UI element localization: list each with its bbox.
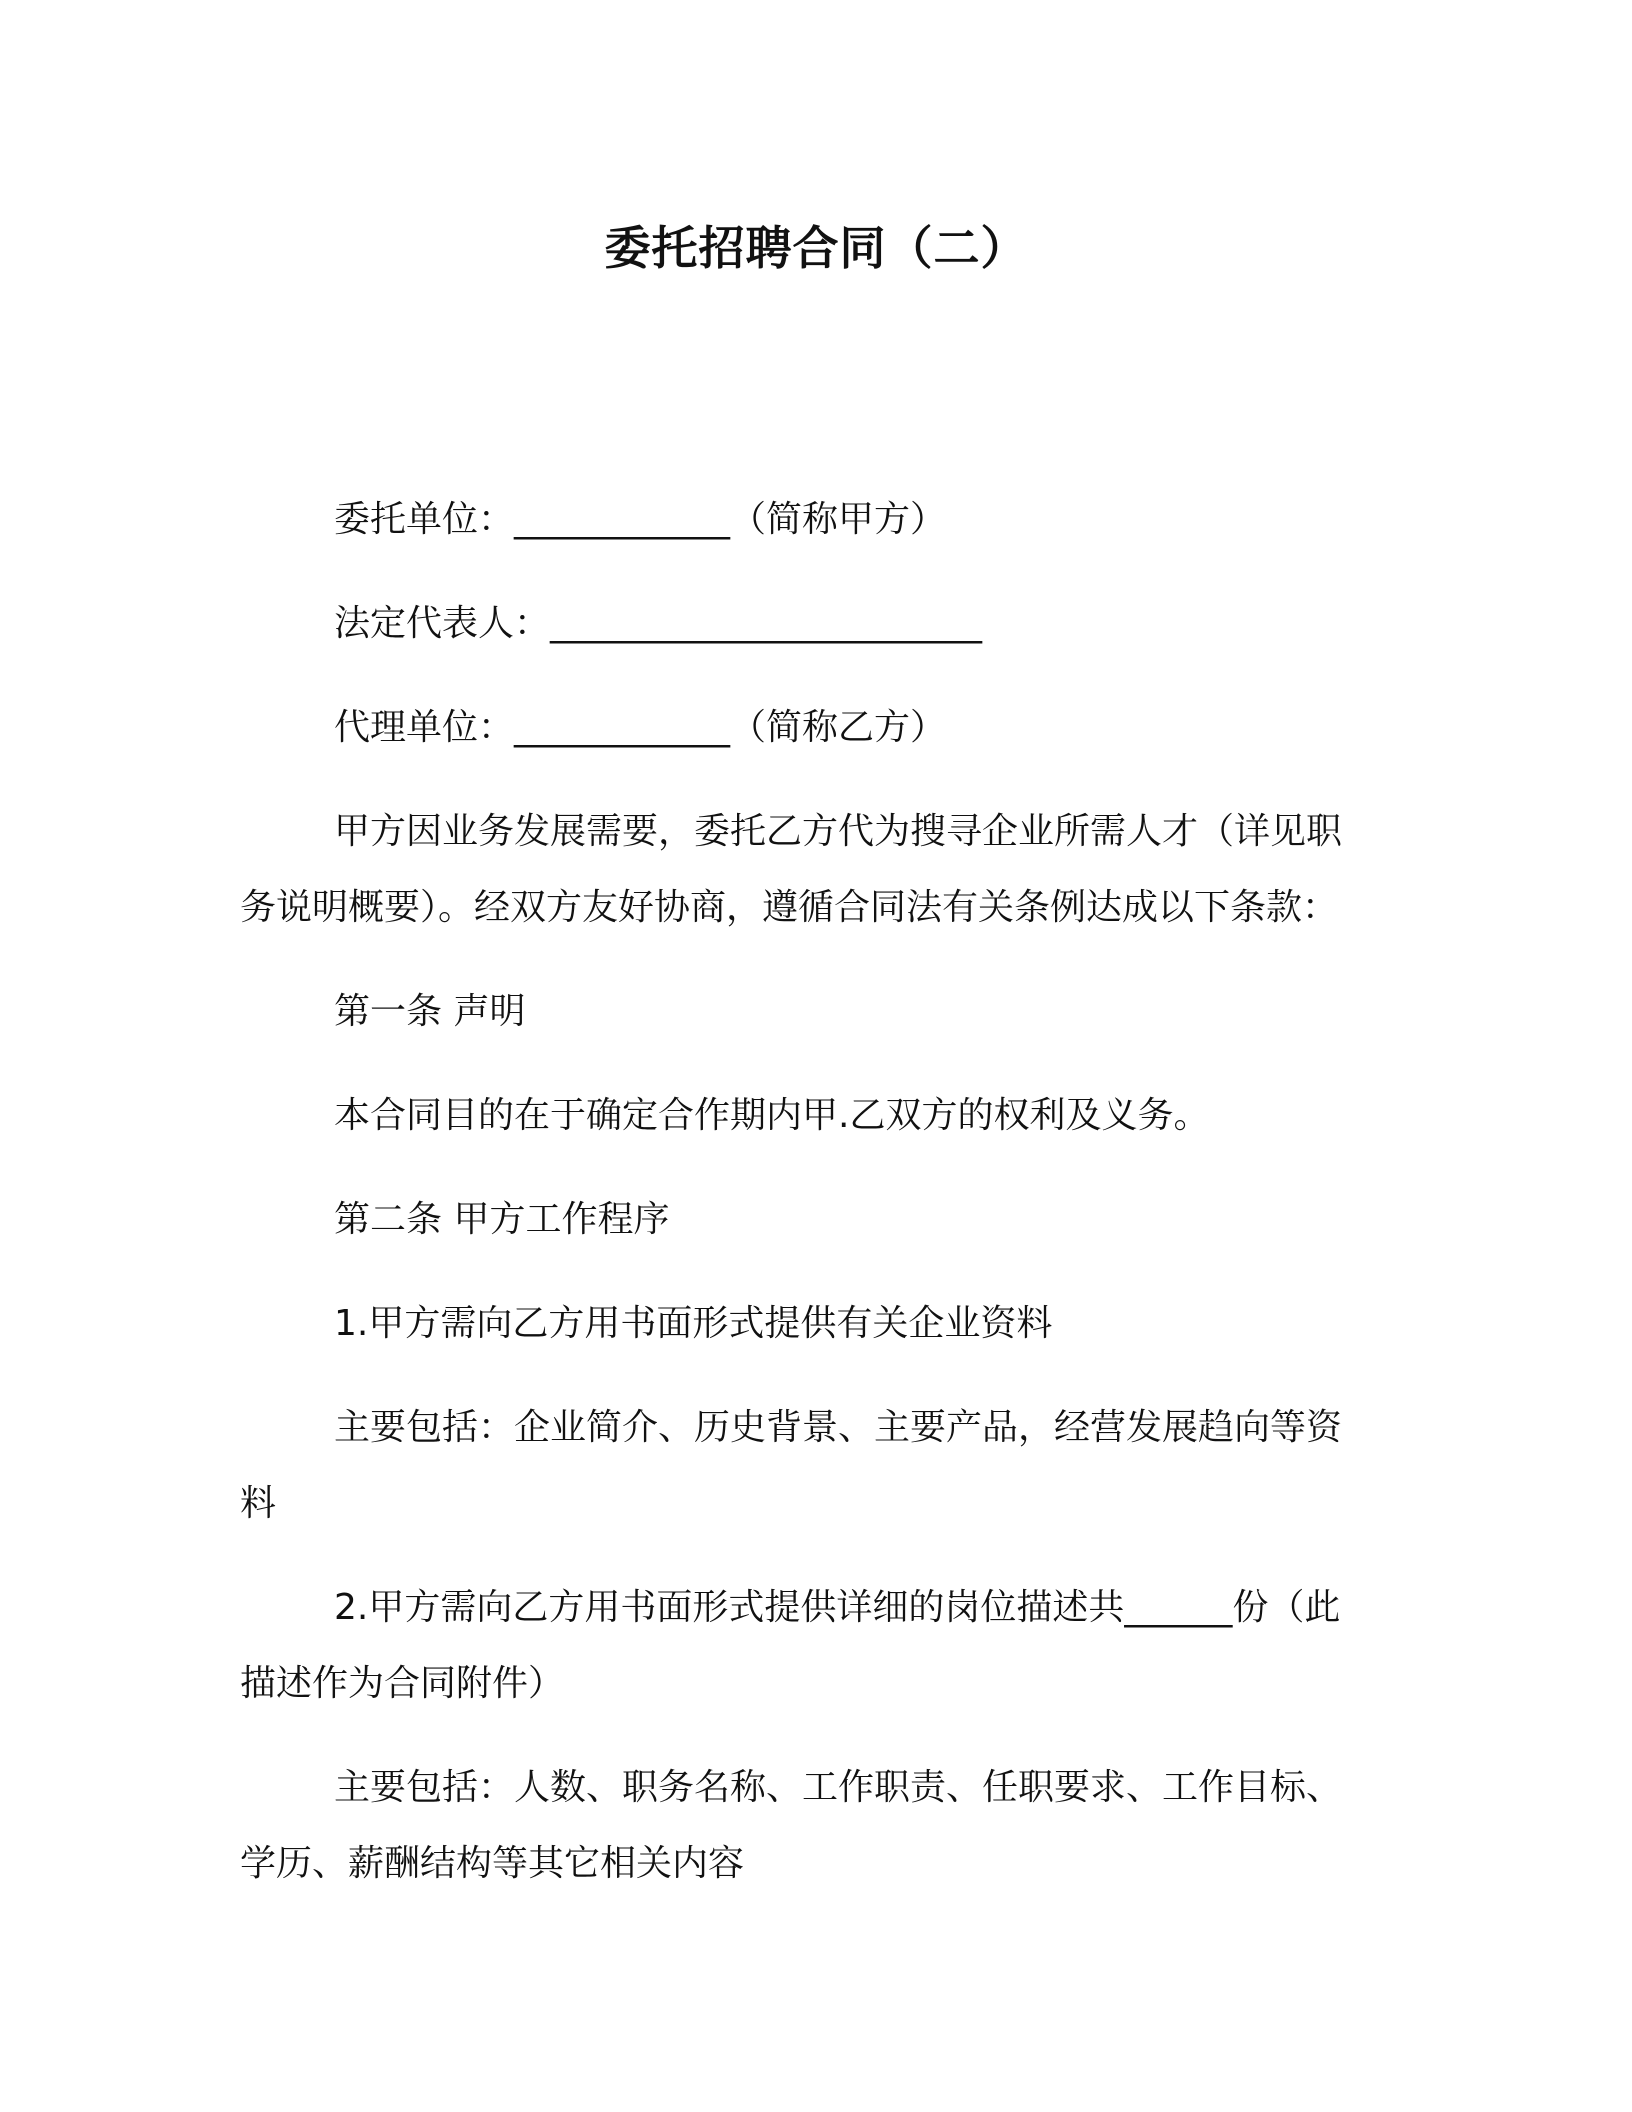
document-title: 委托招聘合同（二）: [604, 221, 1028, 275]
intro-paragraph-line-1: 甲方因业务发展需要，委托乙方代为搜寻企业所需人才（详见职: [334, 811, 1343, 852]
clause-2-details-line-2: 学历、薪酬结构等其它相关内容: [240, 1843, 745, 1884]
clause-1-details-line-2: 料: [240, 1483, 277, 1524]
clause-1-text: 1.甲方需向乙方用书面形式提供有关企业资料: [334, 1303, 1053, 1344]
clause-1-details-line-1: 主要包括：企业简介、历史背景、主要产品，经营发展趋向等资: [334, 1407, 1343, 1448]
client-unit-line: 委托单位：____________（简称甲方）: [334, 499, 947, 540]
clause-2-text-line-1: 2.甲方需向乙方用书面形式提供详细的岗位描述共______份（此: [334, 1587, 1341, 1628]
clause-2-text-line-2: 描述作为合同附件）: [240, 1663, 565, 1704]
article-1-heading: 第一条 声明: [334, 991, 526, 1032]
article-1-text: 本合同目的在于确定合作期内甲.乙双方的权利及义务。: [334, 1095, 1210, 1136]
agent-unit-line: 代理单位：____________（简称乙方）: [334, 707, 947, 748]
legal-representative-line: 法定代表人：________________________: [334, 603, 983, 644]
clause-2-details-line-1: 主要包括：人数、职务名称、工作职责、任职要求、工作目标、: [334, 1767, 1343, 1808]
article-2-heading: 第二条 甲方工作程序: [334, 1199, 670, 1240]
intro-paragraph-line-2: 务说明概要）。经双方友好协商，遵循合同法有关条例达成以下条款：: [240, 887, 1339, 928]
